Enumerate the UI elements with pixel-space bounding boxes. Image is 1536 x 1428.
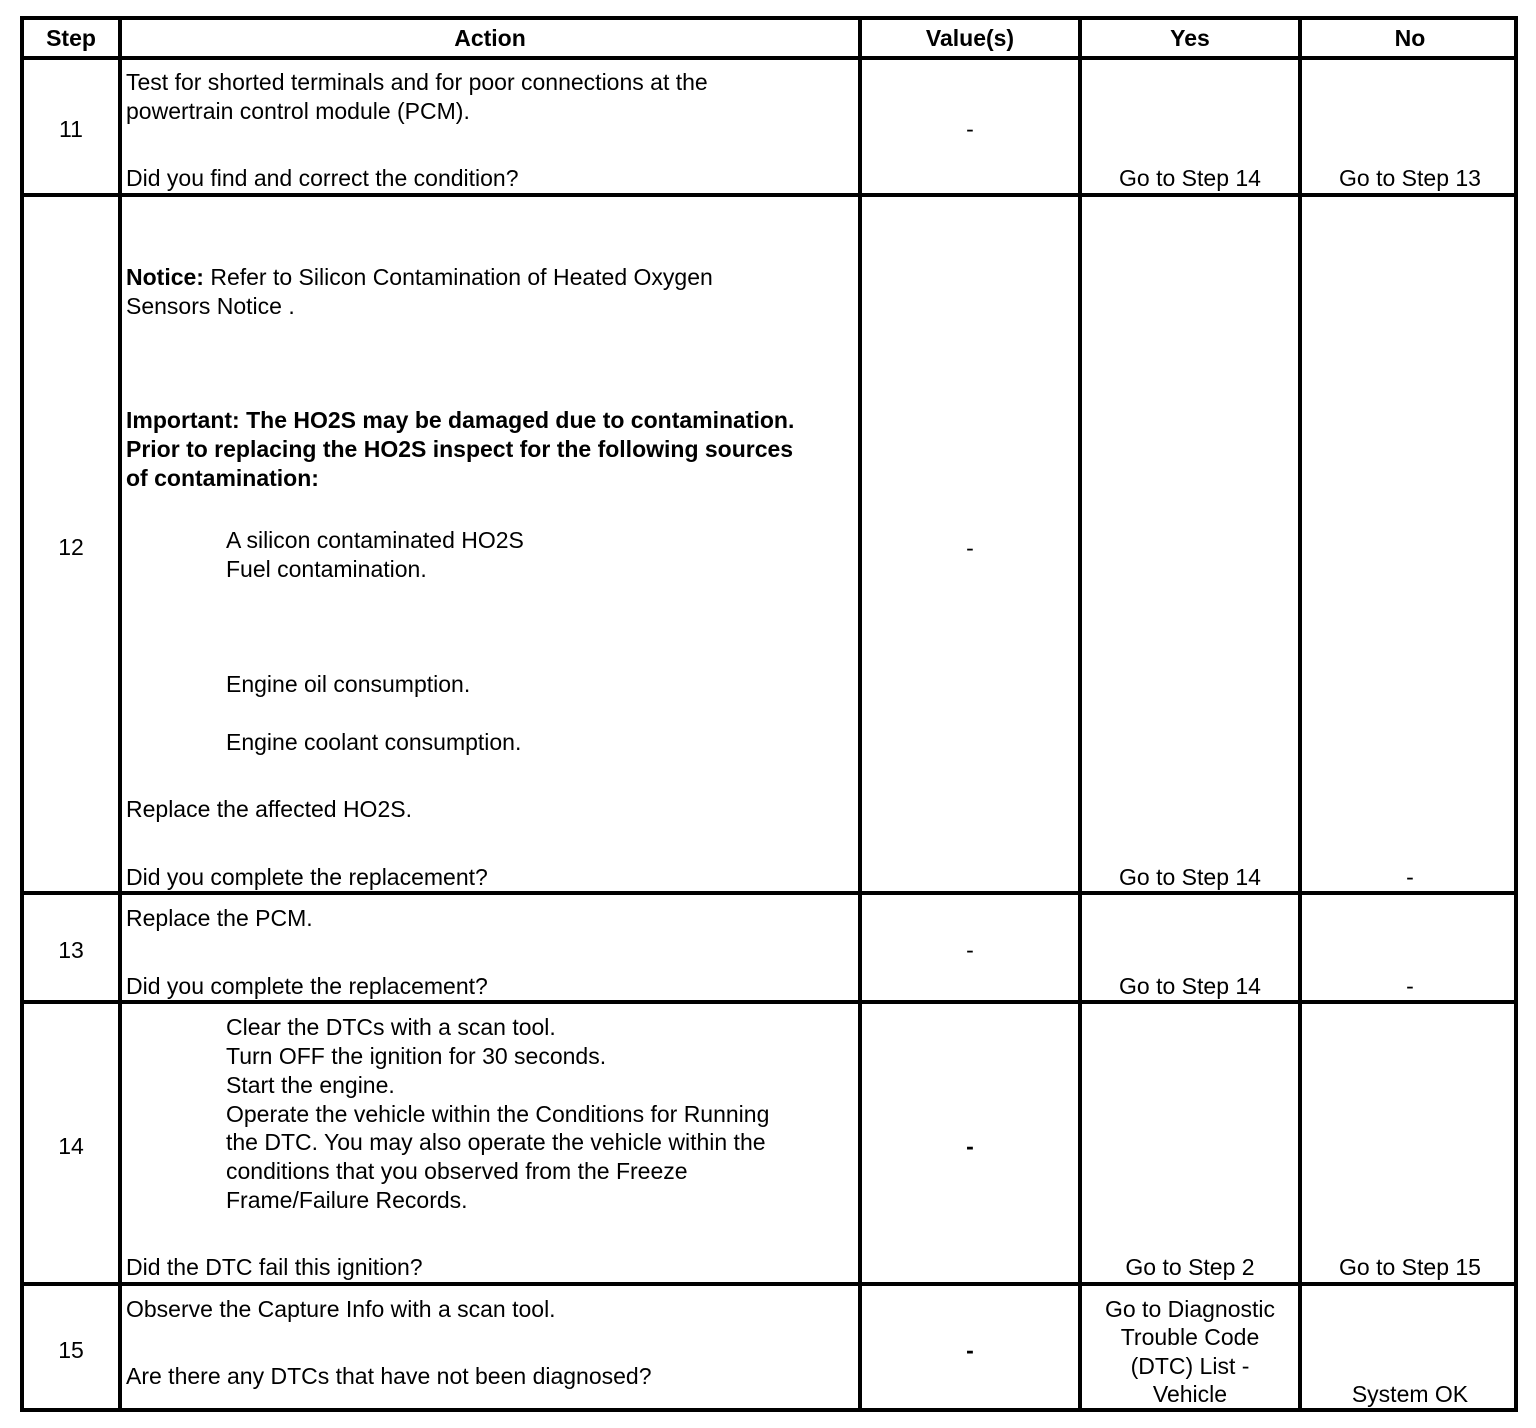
- yes-cell: Go to Step 14: [1119, 165, 1261, 191]
- action-question: Did the DTC fail this ignition?: [126, 1254, 423, 1280]
- no-cell: Go to Step 15: [1339, 1254, 1481, 1280]
- yes-cell: Go to Step 2: [1125, 1254, 1255, 1280]
- diagnostic-table: [20, 16, 1518, 1412]
- row-divider: [24, 193, 1514, 197]
- list-item: the DTC. You may also operate the vehicle within the: [226, 1129, 766, 1155]
- notice-label: Notice:: [126, 264, 204, 290]
- step-number: 15: [58, 1337, 84, 1363]
- important-text: Prior to replacing the HO2S inspect for the following sources: [126, 436, 794, 462]
- action-text: Test for shorted terminals and for poor connections at the: [126, 69, 708, 95]
- header-no: No: [1394, 25, 1426, 51]
- value-cell: -: [966, 937, 974, 963]
- yes-cell: Go to Step 14: [1119, 864, 1261, 890]
- column-divider: [1298, 20, 1302, 1408]
- column-divider: [858, 20, 862, 1408]
- no-cell: -: [1406, 973, 1414, 999]
- yes-cell: Go to Diagnostic: [1104, 1296, 1276, 1322]
- list-item: Start the engine.: [226, 1072, 395, 1098]
- list-item: Clear the DTCs with a scan tool.: [226, 1014, 556, 1040]
- header-yes: Yes: [1170, 25, 1210, 51]
- yes-cell: (DTC) List -: [1130, 1353, 1250, 1379]
- step-number: 12: [58, 534, 84, 560]
- action-text: Observe the Capture Info with a scan tool.: [126, 1296, 556, 1322]
- list-item: Frame/Failure Records.: [226, 1187, 468, 1213]
- yes-cell: Go to Step 14: [1119, 973, 1261, 999]
- row-divider: [24, 56, 1514, 60]
- step-number: 11: [59, 116, 83, 142]
- row-divider: [24, 1282, 1514, 1286]
- yes-cell: Vehicle: [1152, 1381, 1228, 1407]
- value-cell: -: [966, 116, 974, 142]
- action-question: Did you complete the replacement?: [126, 973, 488, 999]
- notice-text: [126, 263, 713, 292]
- list-item: Engine coolant consumption.: [226, 729, 522, 755]
- list-item: Engine oil consumption.: [226, 671, 471, 697]
- action-text: powertrain control module (PCM).: [126, 98, 470, 124]
- notice-body: Refer to Silicon Contamination of Heated Oxygen: [203, 264, 713, 290]
- action-question: Did you find and correct the condition?: [126, 165, 519, 191]
- step-number: 13: [58, 937, 84, 963]
- header-action: Action: [454, 25, 526, 51]
- no-cell: System OK: [1351, 1381, 1469, 1407]
- notice-text: Sensors Notice .: [126, 293, 295, 319]
- no-cell: -: [1406, 864, 1414, 890]
- header-step: Step: [46, 25, 96, 51]
- action-question: Are there any DTCs that have not been diagnosed?: [126, 1363, 652, 1389]
- step-number: 14: [58, 1133, 84, 1159]
- yes-cell: Trouble Code: [1120, 1324, 1260, 1350]
- list-item: A silicon contaminated HO2S: [226, 527, 524, 553]
- no-cell: Go to Step 13: [1339, 165, 1481, 191]
- action-text: Replace the PCM.: [126, 905, 313, 931]
- list-item: Turn OFF the ignition for 30 seconds.: [226, 1043, 607, 1069]
- column-divider: [118, 20, 122, 1408]
- action-question: Did you complete the replacement?: [126, 864, 488, 890]
- value-cell: -: [966, 535, 974, 561]
- action-text: Replace the affected HO2S.: [126, 796, 412, 822]
- value-cell: -: [966, 1133, 974, 1159]
- important-text: of contamination:: [126, 465, 319, 491]
- list-item: Fuel contamination.: [226, 556, 427, 582]
- important-text: Important: The HO2S may be damaged due to contamination.: [126, 407, 795, 433]
- list-item: conditions that you observed from the Freeze: [226, 1158, 688, 1184]
- header-values: Value(s): [925, 25, 1015, 51]
- value-cell: -: [966, 1337, 974, 1363]
- list-item: Operate the vehicle within the Conditions for Running: [226, 1101, 770, 1127]
- column-divider: [1078, 20, 1082, 1408]
